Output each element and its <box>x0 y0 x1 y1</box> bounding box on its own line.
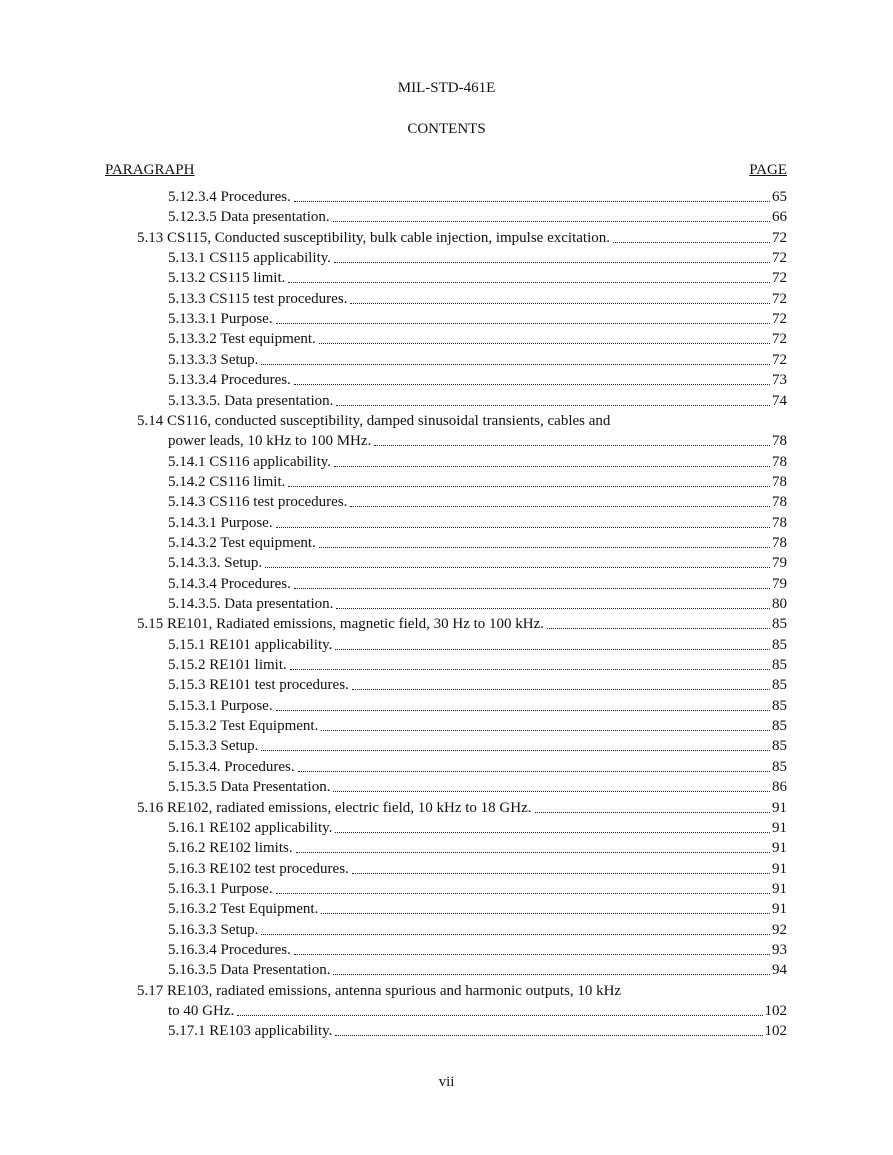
dot-leader <box>335 1035 762 1036</box>
toc-entry-title: 5.13.3.2 Test equipment. <box>168 331 316 347</box>
toc-entry[interactable] <box>137 799 787 817</box>
toc-entry[interactable] <box>168 249 787 267</box>
toc-entry[interactable] <box>168 453 787 471</box>
toc-entry[interactable] <box>168 534 787 552</box>
toc-entry-title: 5.14.3.2 Test equipment. <box>168 535 316 551</box>
dot-leader <box>294 588 770 589</box>
toc-entry-title: 5.15.3.5 Data Presentation. <box>168 779 331 795</box>
toc-entry-title: 5.12.3.4 Procedures. <box>168 189 291 205</box>
toc-entry-page: 85 <box>772 616 787 632</box>
toc-entry-page: 94 <box>772 962 787 978</box>
toc-entry-page: 72 <box>772 230 787 246</box>
toc-entry[interactable] <box>168 473 787 491</box>
document-id: MIL-STD-461E <box>397 80 496 96</box>
dot-leader <box>352 873 770 874</box>
toc-entry[interactable] <box>168 432 787 450</box>
toc-entry: 5.17 RE103, radiated emissions, antenna spurious and harmonic outputs, 10 kHz <box>137 983 622 999</box>
toc-entry-page: 78 <box>772 454 787 470</box>
toc-entry-page: 66 <box>772 209 787 225</box>
toc-entry-page: 91 <box>772 840 787 856</box>
toc-entry[interactable] <box>168 656 787 674</box>
toc-entry-page: 92 <box>772 922 787 938</box>
toc-entry-title: 5.13.1 CS115 applicability. <box>168 250 332 266</box>
toc-entry-title: 5.13.3.1 Purpose. <box>168 311 273 327</box>
toc-entry-page: 91 <box>772 820 787 836</box>
toc-entry-page: 93 <box>772 942 787 958</box>
toc-entry-page: 78 <box>772 433 787 449</box>
toc-entry[interactable] <box>168 1022 787 1040</box>
toc-entry-page: 91 <box>772 901 787 917</box>
toc-entry[interactable] <box>168 208 787 226</box>
toc-entry-title: 5.15.3.4. Procedures. <box>168 759 295 775</box>
toc-entry-page: 85 <box>772 738 787 754</box>
toc-entry[interactable] <box>168 636 787 654</box>
toc-entry-page: 85 <box>772 759 787 775</box>
dot-leader <box>321 913 770 914</box>
toc-entry[interactable] <box>168 1002 787 1020</box>
toc-entry-title: 5.16.3.5 Data Presentation. <box>168 962 331 978</box>
toc-entry-page: 78 <box>772 494 787 510</box>
dot-leader <box>294 201 770 202</box>
toc-entry-title: 5.13.2 CS115 limit. <box>168 270 286 286</box>
toc-entry-page: 80 <box>772 596 787 612</box>
toc-entry[interactable] <box>168 575 787 593</box>
toc-entry-page: 85 <box>772 677 787 693</box>
dot-leader <box>334 466 770 467</box>
dot-leader <box>335 832 770 833</box>
toc-entry-title: 5.12.3.5 Data presentation. <box>168 209 330 225</box>
toc-entry[interactable] <box>168 290 787 308</box>
toc-entry-title: 5.16.3.3 Setup. <box>168 922 259 938</box>
toc-entry-title: 5.13.3.3 Setup. <box>168 352 259 368</box>
toc-entry-page: 86 <box>772 779 787 795</box>
dot-leader <box>333 221 770 222</box>
toc-entry-title: power leads, 10 kHz to 100 MHz. <box>168 433 372 449</box>
dot-leader <box>613 242 770 243</box>
toc-entry-page: 65 <box>772 189 787 205</box>
toc-entry-title: 5.14.3 CS116 test procedures. <box>168 494 348 510</box>
dot-leader <box>350 506 770 507</box>
toc-entry-title: 5.16.2 RE102 limits. <box>168 840 293 856</box>
toc-entry-title: 5.16.3.2 Test Equipment. <box>168 901 319 917</box>
toc-entry[interactable] <box>137 229 787 247</box>
toc-entry-page: 78 <box>772 515 787 531</box>
toc-entry[interactable] <box>168 330 787 348</box>
toc-entry-page: 72 <box>772 352 787 368</box>
toc-entry-title: 5.13 CS115, Conducted susceptibility, bulk cable injection, impulse excitation. <box>137 230 610 246</box>
page-column-heading: PAGE <box>749 162 787 178</box>
toc-entry-page: 72 <box>772 270 787 286</box>
toc-entry[interactable] <box>168 860 787 878</box>
dot-leader <box>336 608 770 609</box>
toc-entry-title: 5.14.3.4 Procedures. <box>168 576 291 592</box>
toc-entry-title: 5.14.3.5. Data presentation. <box>168 596 334 612</box>
dot-leader <box>288 486 770 487</box>
toc-entry[interactable] <box>168 392 787 410</box>
toc-entry[interactable] <box>168 819 787 837</box>
toc-entry-page: 78 <box>772 535 787 551</box>
toc-entry-page: 79 <box>772 576 787 592</box>
toc-entry-title: 5.16.3.1 Purpose. <box>168 881 273 897</box>
toc-entry[interactable] <box>168 269 787 287</box>
toc-entry-page: 102 <box>764 1023 787 1039</box>
toc-entry-title: 5.14.2 CS116 limit. <box>168 474 286 490</box>
dot-leader <box>321 730 770 731</box>
toc-entry[interactable] <box>168 717 787 735</box>
dot-leader <box>294 954 770 955</box>
dot-leader <box>290 669 770 670</box>
toc-entry-title: 5.16.3 RE102 test procedures. <box>168 861 349 877</box>
dot-leader <box>288 282 770 283</box>
toc-entry-title: 5.15.1 RE101 applicability. <box>168 637 333 653</box>
toc-entry[interactable] <box>168 697 787 715</box>
toc-entry[interactable] <box>168 961 787 979</box>
dot-leader <box>319 547 770 548</box>
toc-entry-page: 72 <box>772 250 787 266</box>
page-title: CONTENTS <box>407 121 486 137</box>
toc-entry: 5.14 CS116, conducted susceptibility, damped sinusoidal transients, cables and <box>137 413 611 429</box>
dot-leader <box>276 527 770 528</box>
toc-entry-title: 5.15.3.3 Setup. <box>168 738 259 754</box>
toc-entry-title: 5.16.3.4 Procedures. <box>168 942 291 958</box>
dot-leader <box>334 262 770 263</box>
toc-entry[interactable] <box>168 778 787 796</box>
dot-leader <box>319 343 770 344</box>
dot-leader <box>276 323 770 324</box>
toc-entry-title: 5.13.3.4 Procedures. <box>168 372 291 388</box>
toc-entry[interactable] <box>168 921 787 939</box>
toc-entry[interactable] <box>168 880 787 898</box>
dot-leader <box>296 852 770 853</box>
toc-entry-title: 5.13.3.5. Data presentation. <box>168 393 334 409</box>
dot-leader <box>547 628 770 629</box>
toc-entry-page: 91 <box>772 881 787 897</box>
dot-leader <box>265 567 770 568</box>
toc-entry-page: 91 <box>772 861 787 877</box>
dot-leader <box>535 812 771 813</box>
toc-entry-title: 5.15.2 RE101 limit. <box>168 657 287 673</box>
toc-entry[interactable] <box>168 371 787 389</box>
toc-entry-page: 74 <box>772 393 787 409</box>
toc-entry[interactable] <box>168 839 787 857</box>
dot-leader <box>237 1015 762 1016</box>
toc-entry-title: 5.16 RE102, radiated emissions, electric field, 10 kHz to 18 GHz. <box>137 800 532 816</box>
toc-entry-page: 72 <box>772 311 787 327</box>
dot-leader <box>298 771 770 772</box>
toc-entry[interactable] <box>168 310 787 328</box>
toc-entry-title: 5.14.3.1 Purpose. <box>168 515 273 531</box>
toc-entry[interactable] <box>168 595 787 613</box>
toc-entry-page: 73 <box>772 372 787 388</box>
toc-entry-page: 85 <box>772 698 787 714</box>
toc-entry-title: 5.15.3.1 Purpose. <box>168 698 273 714</box>
toc-entry-title: 5.13.3 CS115 test procedures. <box>168 291 348 307</box>
paragraph-column-heading: PARAGRAPH <box>105 162 195 178</box>
toc-entry[interactable] <box>168 737 787 755</box>
toc-entry[interactable] <box>168 758 787 776</box>
toc-entry-title: 5.15 RE101, Radiated emissions, magnetic field, 30 Hz to 100 kHz. <box>137 616 545 632</box>
toc-entry[interactable] <box>168 941 787 959</box>
dot-leader <box>261 364 770 365</box>
dot-leader <box>336 405 770 406</box>
dot-leader <box>261 934 770 935</box>
dot-leader <box>335 649 770 650</box>
dot-leader <box>276 893 770 894</box>
toc-entry-title: 5.14.1 CS116 applicability. <box>168 454 332 470</box>
toc-entry[interactable] <box>168 493 787 511</box>
toc-entry[interactable] <box>168 554 787 572</box>
toc-entry-title: 5.16.1 RE102 applicability. <box>168 820 333 836</box>
toc-entry-title: to 40 GHz. <box>168 1003 235 1019</box>
dot-leader <box>374 445 770 446</box>
toc-entry-page: 79 <box>772 555 787 571</box>
dot-leader <box>350 303 770 304</box>
toc-entry-title: 5.17.1 RE103 applicability. <box>168 1023 333 1039</box>
dot-leader <box>333 791 770 792</box>
dot-leader <box>261 750 770 751</box>
toc-entry-title: 5.15.3 RE101 test procedures. <box>168 677 349 693</box>
toc-entry[interactable] <box>168 351 787 369</box>
toc-entry-title: 5.15.3.2 Test Equipment. <box>168 718 319 734</box>
page-number: vii <box>438 1074 455 1090</box>
dot-leader <box>333 974 770 975</box>
dot-leader <box>352 689 770 690</box>
toc-entry[interactable] <box>168 900 787 918</box>
toc-entry[interactable] <box>168 188 787 206</box>
toc-entry-page: 85 <box>772 637 787 653</box>
toc-entry-page: 78 <box>772 474 787 490</box>
toc-entry-page: 72 <box>772 331 787 347</box>
toc-entry[interactable] <box>168 514 787 532</box>
toc-entry[interactable] <box>137 615 787 633</box>
dot-leader <box>276 710 770 711</box>
toc-entry-page: 102 <box>764 1003 787 1019</box>
toc-entry-page: 85 <box>772 657 787 673</box>
toc-entry-page: 85 <box>772 718 787 734</box>
dot-leader <box>294 384 770 385</box>
toc-entry-page: 72 <box>772 291 787 307</box>
toc-entry-page: 91 <box>772 800 787 816</box>
toc-entry-title: 5.14.3.3. Setup. <box>168 555 263 571</box>
toc-entry[interactable] <box>168 676 787 694</box>
